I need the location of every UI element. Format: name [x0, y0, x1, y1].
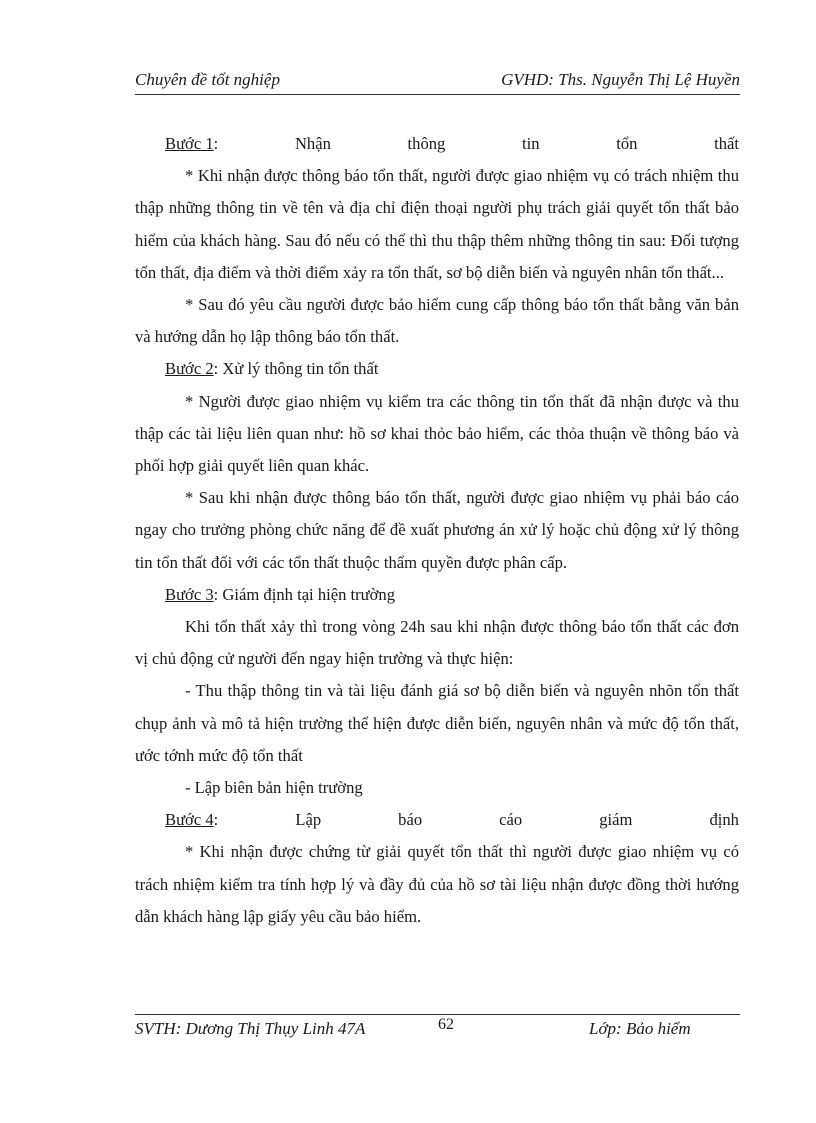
step2-label: Bước 2: [165, 359, 214, 379]
paragraph: * Khi nhận được thông báo tổn thất, người được giao nhiệm vụ có trách nhiệm thu thập những thông tin về tên và địa chỉ điện thoại người phụ trách giải quyết tổn thất bảo hiểm của khách hàng. Sau đó nếu có thể thì thu thập thêm những thông tin sau: Đối tượng tổn thất, địa điểm và thời điểm xảy ra tổn thất, sơ bộ diễn biến và nguyên nhân tổn thất...: [135, 166, 739, 282]
paragraph: * Sau khi nhận được thông báo tổn thất, người được giao nhiệm vụ phải báo cáo ngay cho trưởng phòng chức năng để đề xuất phương án xử lý hoặc chủ động xử lý thông tin tổn thất đối với các tổn thất thuộc thẩm quyền được phân cấp.: [135, 488, 739, 572]
header-supervisor: GVHD: Ths. Nguyễn Thị Lệ Huyền: [501, 70, 740, 89]
footer-class: Lớp: Bảo hiểm: [589, 1019, 691, 1038]
step4-heading: Bước 4: Lập báo cáo giám định: [165, 810, 739, 830]
step3-heading: Bước 3: Giám định tại hiện trường: [165, 584, 396, 604]
footer-student: SVTH: Dương Thị Thụy Linh 47A: [135, 1019, 366, 1038]
paragraph: * Người được giao nhiệm vụ kiểm tra các thông tin tổn thất đã nhận được và thu thập các tài liệu liên quan như: hồ sơ khai thỏc bảo hiểm, các thỏa thuận về thông báo và phối hợp giải quyết liên quan khác.: [135, 391, 739, 476]
document-body: [135, 128, 739, 933]
step1-label: Bước 1: [165, 134, 214, 153]
page-number: 62: [438, 1016, 454, 1033]
page-header: [135, 66, 740, 95]
paragraph: Khi tổn thất xảy thì trong vòng 24h sau khi nhận được thông báo tổn thất các đơn vị chủ động cử người đến ngay hiện trường và thực hiện:: [135, 617, 739, 669]
step2-heading: Bước 2: Xử lý thông tin tổn thất: [165, 359, 379, 379]
paragraph: - Lập biên bản hiện trường: [185, 778, 363, 798]
step4-label: Bước 4: [165, 810, 214, 830]
paragraph: * Khi nhận được chứng từ giải quyết tổn thất thì người được giao nhiệm vụ có trách nhiệm kiểm tra tính hợp lý và đầy đủ của hồ sơ tài liệu nhận được đồng thời hướng dẫn khách hàng lập giấy yêu cầu bảo hiểm.: [135, 842, 739, 926]
header-title: Chuyên đề tốt nghiệp: [135, 70, 280, 89]
step1-heading: Bước 1: Nhận thông tin tổn thất: [165, 134, 739, 153]
step3-label: Bước 3: [165, 584, 214, 604]
paragraph: - Thu thập thông tin và tài liệu đánh giá sơ bộ diễn biến và nguyên nhõn tổn thất chụp ảnh và mô tả hiện trường thể hiện được diễn biến, nguyên nhân và mức độ tổn thất, ước tớnh mức độ tổn thất: [135, 681, 739, 765]
paragraph: * Sau đó yêu cầu người được bảo hiểm cung cấp thông báo tổn thất bằng văn bản và hướng dẫn họ lập thông báo tổn thất.: [135, 295, 739, 347]
